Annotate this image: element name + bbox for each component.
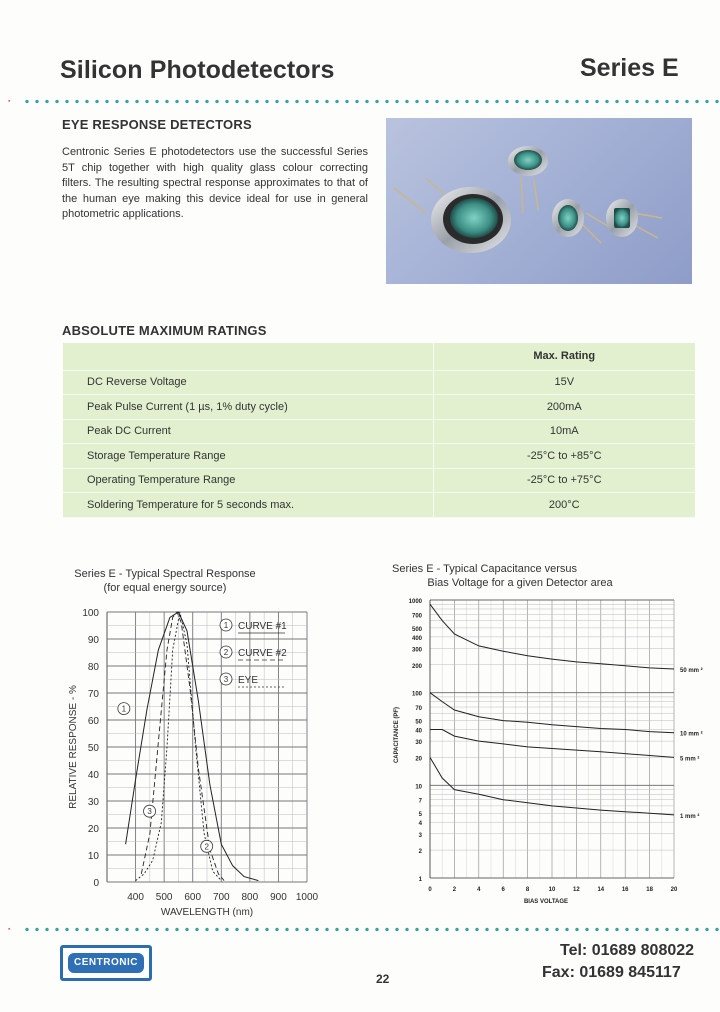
x-tick-label: 14 (597, 887, 605, 893)
table-row (63, 395, 695, 420)
rating-label: Operating Temperature Range (63, 468, 433, 493)
y-tick-label: 300 (411, 647, 422, 654)
legend-label: EYE (238, 675, 259, 686)
y-tick-label: 2 (418, 849, 422, 856)
y-tick-label: 20 (87, 824, 99, 835)
curve-callout-number: 3 (147, 807, 152, 817)
registration-mark: ▪ (8, 98, 11, 105)
x-tick-label: 2 (452, 887, 457, 893)
table-row (63, 468, 695, 493)
y-tick-label: 10 (415, 784, 422, 791)
logo-text: CENTRONIC (68, 953, 144, 973)
y-tick-label: 70 (87, 689, 99, 700)
y-tick-label: 5 (418, 812, 422, 819)
legend-label: CURVE #2 (238, 648, 287, 659)
legend-label: CURVE #1 (238, 621, 287, 632)
y-tick-label: 40 (87, 770, 99, 781)
fax-number: Fax: 01689 845117 (542, 964, 681, 981)
rating-label: Storage Temperature Range (63, 444, 433, 469)
table-header-empty (63, 343, 433, 370)
y-tick-label: 30 (87, 797, 99, 808)
dotted-divider-bottom (22, 927, 720, 932)
x-tick-label: 1000 (295, 892, 319, 903)
y-tick-label: 40 (415, 728, 422, 735)
y-tick-label: 90 (87, 635, 99, 646)
centronic-logo (60, 945, 152, 981)
ratings-table (63, 343, 695, 518)
rating-label: Peak DC Current (63, 419, 433, 444)
x-tick-label: 6 (501, 887, 505, 893)
x-tick-label: 0 (428, 887, 432, 893)
curve-callout-number: 1 (121, 704, 127, 714)
y-tick-label: 60 (87, 716, 99, 727)
series-label: 5 mm ² (680, 756, 700, 763)
y-axis-label: CAPACITANCE (PF) (394, 706, 400, 764)
rating-value: -25°C to +85°C (433, 444, 695, 469)
y-tick-label: 50 (415, 719, 422, 726)
spectral-chart-title-line2: (for equal energy source) (103, 582, 227, 594)
spectral-chart-title (60, 567, 270, 595)
y-tick-label: 7 (418, 798, 422, 805)
x-tick-label: 18 (646, 887, 653, 893)
spectral-chart-title-line1: Series E - Typical Spectral Response (74, 568, 256, 580)
registration-mark-bottom: ▪ (8, 926, 11, 933)
table-header-max-rating: Max. Rating (433, 343, 695, 370)
y-tick-label: 400 (411, 635, 422, 642)
y-tick-label: 1 (418, 877, 422, 883)
capacitance-chart-title-line1: Series E - Typical Capacitance versus (392, 563, 578, 575)
intro-paragraph: Centronic Series E photodetectors use the successful Series 5T chip together with high quality glass colour correcting filters. The resulting spectral response approximates to that of the human eye making this device ideal for use in general photometric applications. (62, 146, 368, 220)
legend-marker-number: 2 (223, 648, 229, 657)
y-axis-label: RELATIVE RESPONSE - % (68, 685, 79, 809)
rating-value: 200mA (433, 395, 695, 420)
y-tick-label: 100 (411, 691, 422, 698)
x-tick-label: 700 (212, 892, 230, 903)
x-tick-label: 16 (621, 887, 629, 893)
x-tick-label: 400 (127, 892, 144, 903)
page-title: Silicon Photodetectors (60, 56, 335, 84)
x-tick-label: 4 (477, 887, 481, 893)
x-tick-label: 500 (155, 892, 173, 903)
capacitance-chart-title (380, 562, 660, 590)
y-tick-label: 500 (411, 626, 422, 633)
detectors-photo (386, 118, 692, 284)
y-tick-label: 1000 (408, 599, 422, 605)
x-axis-label: WAVELENGTH (nm) (160, 907, 254, 918)
x-tick-label: 900 (270, 892, 287, 903)
x-tick-label: 10 (548, 887, 556, 893)
series-title: Series E (580, 54, 679, 82)
y-tick-label: 80 (87, 662, 99, 673)
curve-callout-number: 2 (204, 842, 209, 852)
y-tick-label: 50 (87, 743, 99, 754)
y-tick-label: 70 (415, 706, 422, 713)
table-row (63, 370, 695, 395)
rating-label: Soldering Temperature for 5 seconds max. (63, 493, 433, 518)
x-tick-label: 20 (670, 887, 678, 893)
table-header-row (63, 343, 695, 370)
y-tick-label: 3 (418, 832, 422, 839)
y-tick-label: 30 (415, 740, 422, 747)
series-label: 1 mm ² (680, 813, 700, 820)
y-tick-label: 700 (411, 613, 422, 620)
x-tick-label: 800 (241, 892, 259, 903)
y-tick-label: 0 (93, 878, 99, 889)
y-tick-label: 10 (87, 851, 99, 862)
series-label: 10 mm ² (680, 731, 703, 738)
x-tick-label: 12 (573, 887, 580, 893)
table-row (63, 493, 695, 518)
rating-value: 10mA (433, 419, 695, 444)
rating-value: 200°C (433, 493, 695, 518)
telephone-number: Tel: 01689 808022 (560, 942, 695, 959)
table-row (63, 444, 695, 469)
series-label: 50 mm ² (680, 668, 703, 675)
rating-value: 15V (433, 370, 695, 395)
rating-label: DC Reverse Voltage (63, 370, 433, 395)
spectral-response-chart (60, 598, 330, 923)
y-tick-label: 200 (411, 663, 422, 670)
page-number: 22 (376, 972, 390, 986)
capacitance-chart-title-line2: Bias Voltage for a given Detector area (427, 577, 613, 589)
section-heading-eye-response: EYE RESPONSE DETECTORS (62, 117, 252, 132)
legend-marker-number: 3 (223, 675, 229, 684)
rating-value: -25°C to +75°C (433, 468, 695, 493)
rating-label: Peak Pulse Current (1 µs, 1% duty cycle) (63, 395, 433, 420)
y-tick-label: 100 (82, 608, 99, 619)
x-tick-label: 600 (184, 892, 202, 903)
x-axis-label: BIAS VOLTAGE (523, 899, 569, 905)
y-tick-label: 4 (418, 821, 422, 828)
legend-marker-number: 1 (223, 621, 229, 630)
y-tick-label: 20 (415, 756, 422, 763)
section-heading-ratings: ABSOLUTE MAXIMUM RATINGS (62, 323, 267, 338)
x-tick-label: 8 (525, 887, 530, 893)
table-row (63, 419, 695, 444)
dotted-divider-top (22, 99, 720, 104)
capacitance-chart (384, 592, 720, 914)
